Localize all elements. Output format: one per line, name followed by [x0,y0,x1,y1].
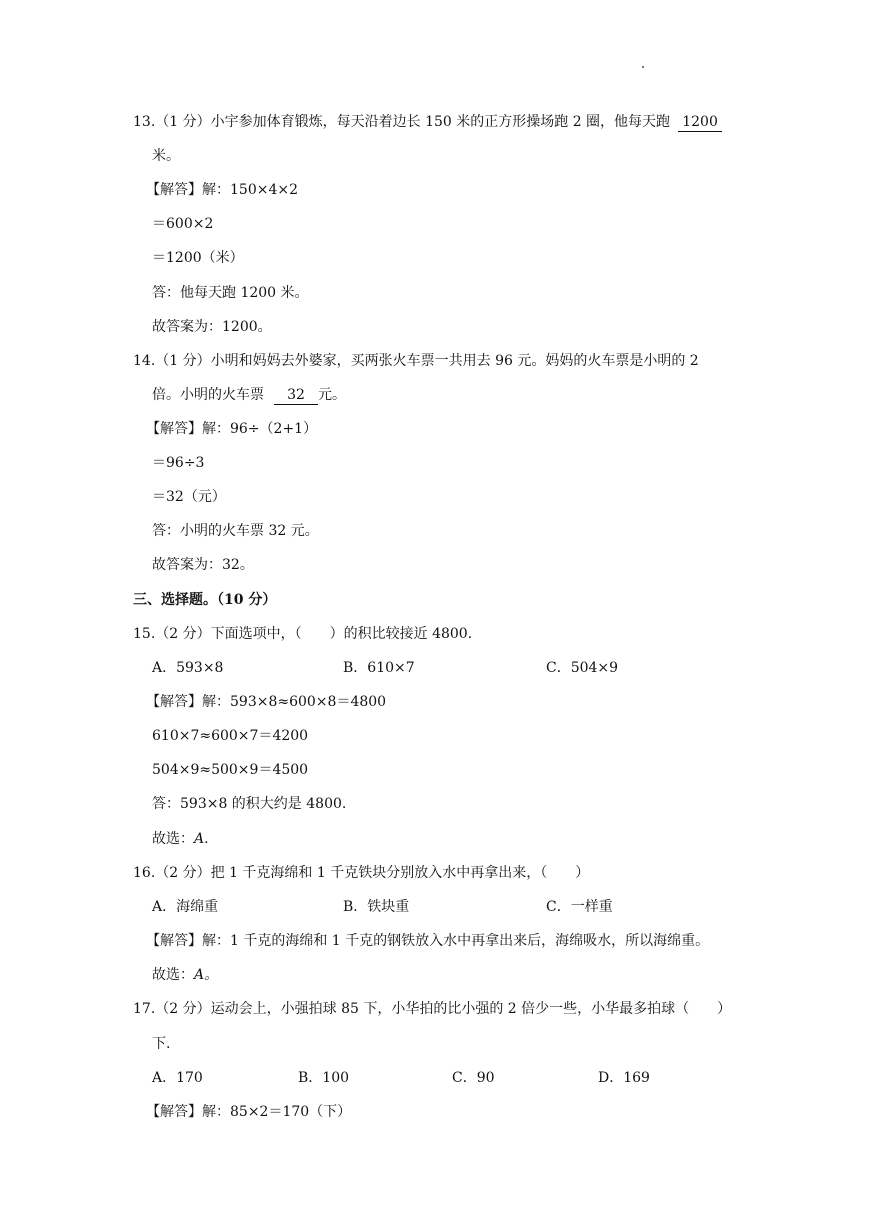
q14-solution-line: 【解答】解：96÷（2+1） [146,421,318,437]
q13-solution-line: 【解答】解：150×4×2 [146,182,298,198]
q17-stem-line2: 下. [152,1036,171,1052]
q15-option-b: B．610×7 [343,660,415,676]
q15-solution-line: 610×7≈600×7＝4200 [152,728,309,744]
q16-choice-line [152,965,218,985]
q14-answer-blank: 32 [274,386,318,405]
section-heading: 三、选择题。（10 分） [133,592,277,608]
q15-option-a: A．593×8 [152,660,224,676]
q17-option-d: D．169 [598,1070,650,1086]
q13-solution-line: 答：他每天跑 1200 米。 [152,285,309,301]
q14-solution-line: ＝32（元） [152,489,226,505]
q13-stem-line1 [133,112,722,132]
q14-stem-line1: 14.（1 分）小明和妈妈去外婆家，买两张火车票一共用去 96 元。妈妈的火车票是小明的 2 [133,353,699,369]
q14-stem-text: 倍。小明的火车票 [152,387,264,403]
q13-answer-blank: 1200 [678,113,722,132]
q17-option-a: A．170 [152,1070,203,1086]
q15-choice-line [152,829,209,849]
q14-solution-line: ＝96÷3 [152,455,205,471]
q15-solution-line: 答：593×8 的积大约是 4800. [152,796,347,812]
q14-solution-line: 答：小明的火车票 32 元。 [152,523,319,539]
q16-option-b: B．铁块重 [343,899,410,915]
q16-option-c: C．一样重 [546,899,613,915]
q17-option-c: C．90 [452,1070,495,1086]
q15-solution-line: 【解答】解：593×8≈600×8＝4800 [146,694,387,710]
q14-solution-line: 故答案为：32。 [152,557,254,573]
q17-option-b: B．100 [298,1070,350,1086]
q16-choice: A。 [194,967,219,983]
q13-stem-line2: 米。 [152,148,180,164]
q15-choice: A. [194,831,209,847]
q16-choice-prefix: 故选： [152,967,194,983]
q13-solution-line: ＝600×2 [152,216,214,232]
q13-solution-line: ＝1200（米） [152,250,244,266]
q16-stem: 16.（2 分）把 1 千克海绵和 1 千克铁块分别放入水中再拿出来，（ ） [133,865,590,881]
q15-stem: 15.（2 分）下面选项中，（ ）的积比较接近 4800. [133,626,473,642]
q15-choice-prefix: 故选： [152,831,194,847]
q17-stem-line1: 17.（2 分）运动会上，小强拍球 85 下，小华拍的比小强的 2 倍少一些，小华最多拍球（ ） [133,1001,732,1017]
q15-solution-line: 504×9≈500×9＝4500 [152,762,309,778]
q13-stem-text: 13.（1 分）小宇参加体育锻炼，每天沿着边长 150 米的正方形操场跑 2 圈，他每天跑 [133,114,671,130]
q16-option-a: A．海绵重 [152,899,219,915]
q14-stem-line2 [152,385,346,405]
header-dot [642,66,644,68]
q15-option-c: C．504×9 [546,660,619,676]
q16-solution-line: 【解答】解：1 千克的海绵和 1 千克的钢铁放入水中再拿出来后，海绵吸水，所以海绵重。 [146,933,710,949]
q17-solution-line: 【解答】解：85×2＝170（下） [146,1104,352,1120]
q13-solution-line: 故答案为：1200。 [152,319,272,335]
q14-stem-unit: 元。 [318,387,346,403]
